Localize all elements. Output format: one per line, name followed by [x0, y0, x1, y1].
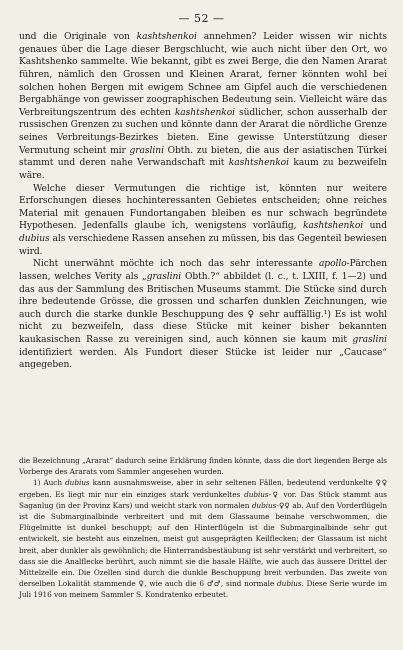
text-run: und	[363, 221, 387, 232]
text-run: 1) Auch	[33, 478, 66, 488]
footnote-paragraph	[19, 455, 387, 477]
body-paragraph	[19, 258, 387, 372]
text-run: -Pärchen lassen, welches Verity als „	[19, 259, 387, 282]
text-run: . Diese Serie wurde im Juli 1916 von meinem Sammler S. Kondratenko erbeutet.	[19, 579, 387, 600]
text-run: als verschiedene Rassen ansehen zu müssen, bis das Gegenteil bewiesen wird.	[19, 234, 387, 257]
body-paragraph	[19, 183, 387, 259]
text-run: Obth.?“ abbildet (l. c., t. LXIII, f. 1—2) und das aus der Sammlung des Britischen Museums stammt. Die Stücke sind durch ihre bedeutende Grösse, die grossen und scharfen dunklen Zeichnungen, wie auch durch die starke dunkle Beschuppung des ♀ sehr auffällig.¹) Es ist wohl nicht zu bezweifeln, dass diese Stücke mit keiner bisher bekannten kaukasischen Rasse zu vereinigen sind, auch können sie kaum mit	[19, 271, 387, 345]
text-run: annehmen? Leider wissen wir nichts genaues über die Lage dieser Bergschlucht, wie auch nicht über den Ort, wo Kashtshenko sammelte. Wie bekannt, gibt es zwei Berge, die den Namen Ararat führen, nämlich den Grossen und Kleinen Ararat, ferner könnten wohl bei solchen hohen Bergen mit ewigem Schnee am Gipfel auch die verschiedenen Bergabhänge von gewisser zoographischen Bedeutung sein. Vielleicht wäre das Verbreitungszentrum des echten	[19, 32, 387, 118]
italic-term: graslini	[129, 145, 164, 156]
italic-term: dubius	[277, 579, 302, 589]
body-paragraph	[19, 31, 387, 183]
text-run: und die Originale von	[19, 32, 137, 42]
italic-term: kashtshenkoi	[136, 32, 197, 42]
text-run: Obth. zu bieten, die aus der asiatischen Türkei stammt und deren nahe Verwandschaft mit	[19, 145, 387, 169]
text-run: südlicher, schon ausserhalb der russischen Grenzen zu suchen und könnte dann der Ararat die nördliche Grenze seines Verbreitungs-Bezirkes bieten. Eine gewisse Unterstützung dieser Vermutung scheint mir	[19, 107, 387, 156]
italic-term: dubius	[251, 500, 277, 510]
italic-term: apollo	[318, 259, 347, 270]
text-run: identifiziert werden. Als Fundort dieser Stücke ist leider nur „Caucase“ angegeben.	[19, 347, 387, 371]
text-run: Welche dieser Vermutungen die richtige ist, könnten nur weitere Erforschungen dieses hochinteressanten Gebietes entscheiden; ohne reiches Material mit genauen Fundortangaben bleiben es nur schwach begründete Hypothesen. Jedenfalls glaube ich, wenigstens vorläufig,	[19, 183, 387, 232]
text-run: Nicht unerwähnt möchte ich noch das sehr interessante	[33, 259, 319, 270]
italic-term: kashtshenkoi	[302, 221, 364, 232]
italic-term: graslini	[146, 271, 182, 282]
text-run: -♀♀ ab. Auf den Vorderflügeln ist die Submarginalbinde verbreitert und mit dem Glassaume beinahe verschwommen, die Flügelmitte ist dunkel beschuppt; auf den Hinterflügeln ist die Submarginalbinde sehr gut entwickelt, sie besteht aus einzelnen, meist gut ausgeprägten Keilflecken; der Glassaum ist nicht breit, aber dunkler als gewöhnlich; die Hinterrandsbestäubung ist sehr verstärkt und verbreitert, so dass sie die Analflecke berührt, auch nimmt sie die basale Hälfte, wie auch das äussere Drittel der Mittelzelle ein. Die Ozellen sind durch die dunkle Beschuppung breit verbunden. Das zweite von derselben Lokalität stammende ♀, wie auch die 6 ♂♂, sind normale	[19, 500, 387, 589]
footnotes	[19, 455, 387, 601]
text-run: kann ausnahmsweise, aber in sehr seltenen Fällen, bedeutend verdunkelte ♀♀ ergeben. Es liegt mir nur ein einziges stark verdunkeltes	[19, 478, 388, 499]
body-text	[19, 31, 387, 372]
footnote-paragraph	[19, 477, 387, 600]
italic-term: kashtshenkoi	[228, 158, 289, 169]
italic-term: graslini	[352, 335, 387, 345]
italic-term: dubius	[244, 489, 269, 499]
italic-term: dubius	[19, 234, 50, 244]
italic-term: dubius	[65, 478, 90, 488]
page-number: — 52 —	[178, 12, 225, 25]
text-run: die Bezeichnung „Ararat“ dadurch seine Erklärung finden könnte, dass die dort liegenden Berge als Vorberge des Ararats vom Sammler angesehen wurden.	[19, 456, 387, 477]
text-run: -♀ vor. Das Stück stammt aus Saganlug (in der Provinz Kars) und weicht stark von normalen	[19, 489, 387, 510]
text-run: kaum zu bezweifeln wäre.	[19, 158, 387, 181]
italic-term: kashtshenkoi	[174, 107, 236, 118]
